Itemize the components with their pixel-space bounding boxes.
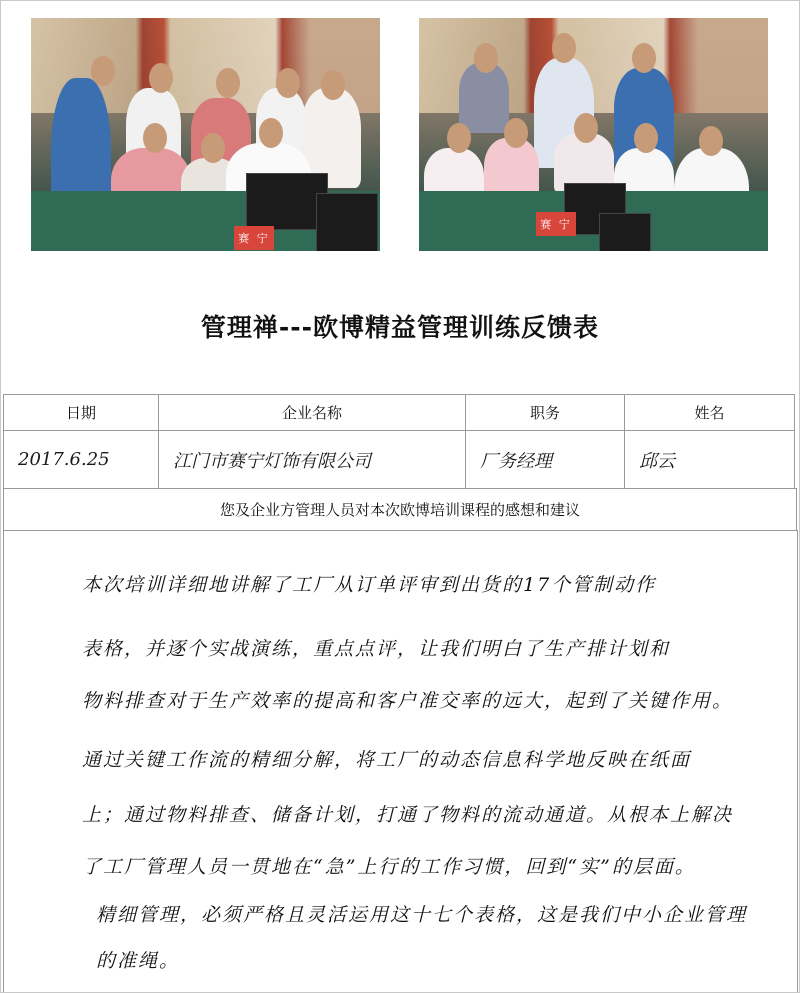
value-date: 2017.6.25 bbox=[3, 430, 159, 489]
training-photo-left bbox=[31, 18, 380, 251]
header-date: 日期 bbox=[3, 394, 159, 431]
feedback-line: 上；通过物料排查、储备计划，打通了物料的流动通道。从根本上解决 bbox=[82, 804, 734, 826]
header-position: 职务 bbox=[465, 394, 625, 431]
form-title: 管理禅---欧博精益管理训练反馈表 bbox=[200, 313, 600, 342]
feedback-line: 表格，并逐个实战演练，重点点评，让我们明白了生产排计划和 bbox=[82, 638, 671, 660]
name-placard: 赛 宁 bbox=[536, 212, 576, 236]
table-header-row bbox=[4, 395, 797, 431]
value-name: 邱云 bbox=[624, 430, 795, 489]
header-company: 企业名称 bbox=[158, 394, 466, 431]
feedback-line: 通过关键工作流的精细分解，将工厂的动态信息科学地反映在纸面 bbox=[82, 749, 692, 771]
table-question-row bbox=[4, 489, 797, 531]
feedback-area bbox=[3, 530, 798, 992]
name-placard: 赛 宁 bbox=[234, 226, 274, 250]
training-photo-right bbox=[419, 18, 768, 251]
feedback-line: 了工厂管理人员一贯地在“急”上行的工作习惯，回到“实”的层面。 bbox=[82, 856, 696, 878]
header-name: 姓名 bbox=[624, 394, 795, 431]
table-value-row bbox=[4, 431, 797, 489]
feedback-question: 您及企业方管理人员对本次欧博培训课程的感想和建议 bbox=[3, 488, 797, 531]
feedback-line: 本次培训详细地讲解了工厂从订单评审到出货的17个管制动作 bbox=[82, 574, 657, 596]
feedback-line: 的准绳。 bbox=[96, 950, 181, 972]
value-company: 江门市赛宁灯饰有限公司 bbox=[158, 430, 466, 489]
value-position: 厂务经理 bbox=[465, 430, 625, 489]
feedback-line: 精细管理，必须严格且灵活运用这十七个表格，这是我们中小企业管理 bbox=[96, 904, 748, 926]
feedback-line: 物料排查对于生产效率的提高和客户准交率的远大，起到了关键作用。 bbox=[82, 690, 734, 712]
